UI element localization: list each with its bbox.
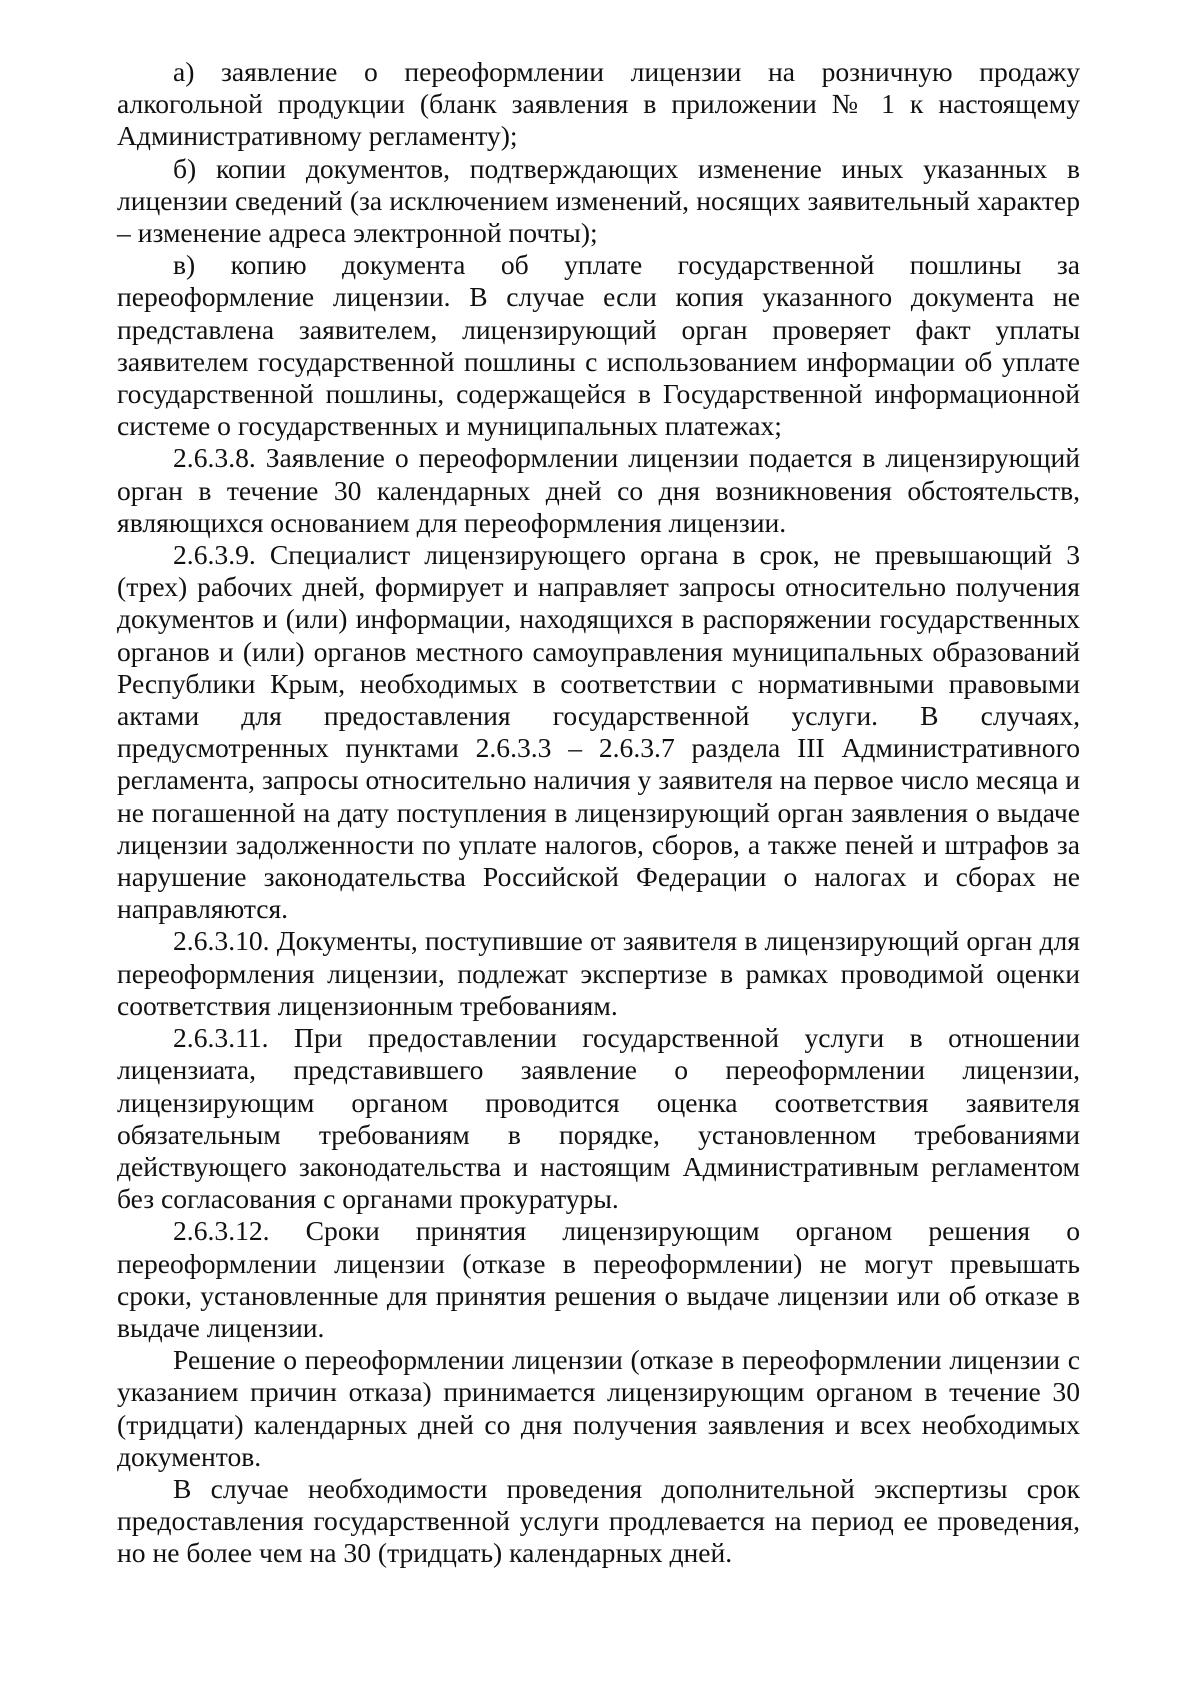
document-page [117, 56, 1080, 1570]
paragraph-extension: В случае необходимости проведения дополнительной экспертизы срок предоставления государственной услуги продлевается на период ее проведения, но не более чем на 30 (тридцать) календарных дней. [117, 1472, 1080, 1569]
paragraph-decision-term: Решение о переоформлении лицензии (отказе в переоформлении лицензии с указанием причин отказа) принимается лицензирующим органом в течение 30 (тридцати) календарных дней со дня получения заявления и всех необходимых документов. [117, 1344, 1080, 1472]
paragraph-item-v: в) копию документа об уплате государственной пошлины за переоформление лицензии. В случае если копия указанного документа не представлена заявителем, лицензирующий орган проверяет факт уплаты заявителем государственной пошлины с использованием информации об уплате государственной пошлины, содержащейся в Государственной информационной системе о государственных и муниципальных платежах; [117, 249, 1080, 442]
paragraph-2-6-3-9: 2.6.3.9. Специалист лицензирующего органа в срок, не превышающий 3 (трех) рабочих дней, формирует и направляет запросы относительно получения документов и (или) информации, находящихся в распоряжении государственных органов и (или) органов местного самоуправления муниципальных образований Республики Крым, необходимых в соответствии с нормативными правовыми актами для предоставления государственной услуги. В случаях, предусмотренных пунктами 2.6.3.3 – 2.6.3.7 раздела III Административного регламента, запросы относительно наличия у заявителя на первое число месяца и не погашенной на дату поступления в лицензирующий орган заявления о выдаче лицензии задолженности по уплате налогов, сборов, а также пеней и штрафов за нарушение законодательства Российской Федерации о налогах и сборах не направляются. [117, 539, 1080, 925]
paragraph-2-6-3-12: 2.6.3.12. Сроки принятия лицензирующим органом решения о переоформлении лицензии (отказе в переоформлении) не могут превышать сроки, установленные для принятия решения о выдаче лицензии или об отказе в выдаче лицензии. [117, 1215, 1080, 1343]
paragraph-item-a: а) заявление о переоформлении лицензии на розничную продажу алкогольной продукции (бланк заявления в приложении № 1 к настоящему Административному регламенту); [117, 56, 1080, 152]
paragraph-2-6-3-8: 2.6.3.8. Заявление о переоформлении лицензии подается в лицензирующий орган в течение 30 календарных дней со дня возникновения обстоятельств, являющихся основанием для переоформления лицензии. [117, 442, 1080, 538]
paragraph-2-6-3-10: 2.6.3.10. Документы, поступившие от заявителя в лицензирующий орган для переоформления лицензии, подлежат экспертизе в рамках проводимой оценки соответствия лицензионным требованиям. [117, 925, 1080, 1021]
paragraph-2-6-3-11: 2.6.3.11. При предоставлении государственной услуги в отношении лицензиата, представившего заявление о переоформлении лицензии, лицензирующим органом проводится оценка соответствия заявителя обязательным требованиям в порядке, установленном требованиями действующего законодательства и настоящим Административным регламентом без согласования с органами прокуратуры. [117, 1022, 1080, 1215]
paragraph-item-b: б) копии документов, подтверждающих изменение иных указанных в лицензии сведений (за исключением изменений, носящих заявительный характер – изменение адреса электронной почты); [117, 152, 1080, 249]
